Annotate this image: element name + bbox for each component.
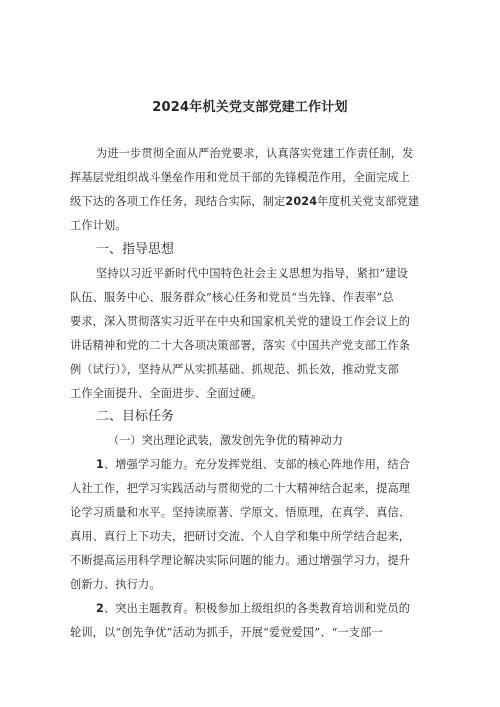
item2-label: 、突出主题教育。 (103, 602, 195, 615)
item1-line-1 (96, 458, 456, 472)
section1-line-6: 工作全面提升、全面进步、全面过硬。 (70, 387, 263, 400)
section1-line-3: 要求，深入贯彻落实习近平在中央和国家机关党的建设工作会议上的 (70, 315, 411, 328)
section1-line-1: 坚持以习近平新时代中国特色社会主义思想为指导，紧扣”建设 (96, 267, 408, 280)
item1-line-4: 真用、真行上下功夫，把研讨交流、个人自学和集中所学结合起来， (70, 530, 411, 543)
item1-line-3: 论学习质量和水平。坚持读原著、学原文、悟原理，在真学、真信、 (70, 506, 411, 519)
document-title: 2024年机关党支部党建工作计划 (152, 100, 348, 115)
section1-heading: 一、指导思想 (96, 242, 175, 257)
intro-year: 2024 (285, 195, 318, 208)
item1-line-2: 人社工作，把学习实践活动与贯彻党的二十大精神结合起来，提高理 (70, 482, 411, 495)
section2-subheading: （一）突出理论武装，激发创先争优的精神动力 (108, 434, 343, 447)
item1-number: 1 (96, 458, 104, 471)
item1-label: 、增强学习能力。 (103, 458, 195, 471)
intro-line-4: 工作计划。 (70, 219, 127, 232)
item2-line-1-text: 积极参加上级组织的各类教育培训和党员的 (194, 602, 411, 615)
item2-number: 2 (96, 602, 104, 615)
section2-heading: 二、目标任务 (96, 409, 175, 424)
intro-line-3 (70, 195, 430, 209)
section1-line-5: 例（试行）》，坚持从严从实抓基础、抓规范、抓长效，推动党支部 (70, 363, 399, 376)
intro-line-3-text: 级下达的各项工作任务，现结合实际，制定 (70, 195, 286, 208)
section1-line-2: 队伍、服务中心、服务群众”核心任务和党员“当先锋、作表率”总 (70, 291, 394, 304)
section1-line-4: 讲话精神和党的二十大各项决策部署，落实《中国共产党支部工作条 (70, 339, 411, 352)
item2-line-1 (96, 602, 456, 616)
item2-line-2: 轮训，以“创先争优”活动为抓手，开展“爱党爱国”、“一支部一 (70, 626, 383, 639)
item1-line-6: 创新力、执行力。 (70, 578, 161, 591)
intro-line-2: 挥基层党组织战斗堡垒作用和党员干部的先锋模范作用，全面完成上 (70, 171, 411, 184)
intro-line-1: 为进一步贯彻全面从严治党要求，认真落实党建工作责任制，发 (96, 147, 414, 160)
item1-line-1-text: 充分发挥党组、支部的核心阵地作用，结合 (194, 458, 411, 471)
intro-line-3-tail: 年度机关党支部党建 (317, 195, 420, 208)
item1-line-5: 不断提高运用科学理论解决实际问题的能力。通过增强学习力，提升 (70, 554, 411, 567)
